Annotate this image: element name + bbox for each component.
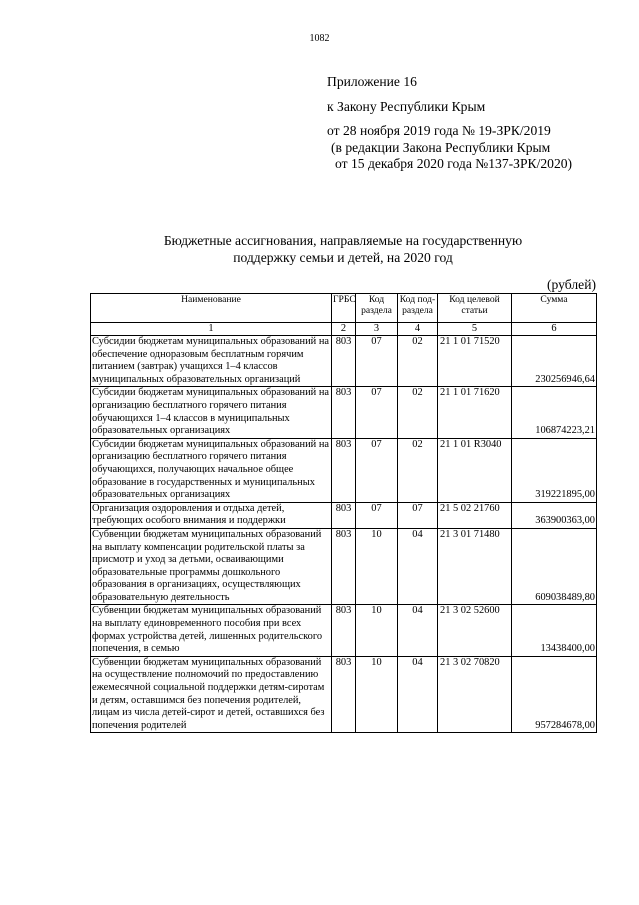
row-target-code: 21 1 01 71620: [438, 387, 512, 438]
column-number: 1: [91, 323, 332, 336]
row-name: Субсидии бюджетам муниципальных образований на организацию бесплатного горячего питания обучающихся 1–4 классов в муниципальных образовательных организациях: [91, 387, 332, 438]
row-section-code: 07: [356, 502, 398, 528]
currency-unit: (рублей): [547, 277, 596, 292]
row-sum: 363900363,00: [512, 502, 597, 528]
row-target-code: 21 1 01 R3040: [438, 438, 512, 502]
row-grbs: 803: [332, 438, 356, 502]
row-name: Субвенции бюджетам муниципальных образований на выплату компенсации родительской платы за присмотр и уход за детьми, осваивающими образовательные программы дошкольного образования в организациях, осуществляющих образовательную деятельность: [91, 528, 332, 605]
appendix-number: Приложение 16: [327, 74, 417, 89]
appendix-header: [327, 74, 572, 173]
row-sum: 609038489,80: [512, 528, 597, 605]
header-grbs: ГРБС: [332, 294, 356, 323]
column-number: 4: [398, 323, 438, 336]
page-number: 1082: [309, 33, 330, 44]
table-row: [91, 656, 597, 733]
table-row: [91, 438, 597, 502]
header-name: Наименование: [91, 294, 332, 323]
row-grbs: 803: [332, 502, 356, 528]
document-title: [90, 233, 596, 266]
row-target-code: 21 3 02 70820: [438, 656, 512, 733]
appendix-edition-date: от 15 декабря 2020 года №137-ЗРК/2020): [335, 156, 573, 171]
row-target-code: 21 3 02 52600: [438, 605, 512, 656]
column-number: 5: [438, 323, 512, 336]
row-name: Субвенции бюджетам муниципальных образований на осуществление полномочий по предоставлению ежемесячной социальной поддержки детям-сиротам и детям, оставшимся без попечения родителей, лицам из числа детей-сирот и детей, оставшихся без попечения родителей: [91, 656, 332, 733]
budget-table: [90, 293, 597, 733]
table-header-row: [91, 294, 597, 323]
row-name: Субсидии бюджетам муниципальных образований на организацию бесплатного горячего питания обучающихся, получающих начальное общее образование в государственных и муниципальных образовательных организациях: [91, 438, 332, 502]
appendix-edition-note: (в редакции Закона Республики Крым: [331, 139, 551, 155]
row-grbs: 803: [332, 605, 356, 656]
column-number: 3: [356, 323, 398, 336]
row-grbs: 803: [332, 387, 356, 438]
row-section-code: 07: [356, 336, 398, 387]
table-row: [91, 502, 597, 528]
row-sum: 957284678,00: [512, 656, 597, 733]
column-number: 2: [332, 323, 356, 336]
row-grbs: 803: [332, 528, 356, 605]
row-section-code: 10: [356, 528, 398, 605]
header-section-code: Код раздела: [356, 294, 398, 323]
row-name: Организация оздоровления и отдыха детей, требующих особого внимания и поддержки: [91, 502, 332, 528]
row-section-code: 10: [356, 605, 398, 656]
row-grbs: 803: [332, 336, 356, 387]
row-subsection-code: 07: [398, 502, 438, 528]
row-target-code: 21 5 02 21760: [438, 502, 512, 528]
row-sum: 319221895,00: [512, 438, 597, 502]
row-subsection-code: 04: [398, 656, 438, 733]
row-grbs: 803: [332, 656, 356, 733]
row-subsection-code: 04: [398, 605, 438, 656]
column-number: 6: [512, 323, 597, 336]
row-name: Субсидии бюджетам муниципальных образований на обеспечение одноразовым бесплатным горячим питанием (завтрак) учащихся 1–4 классов муниципальных образовательных организаций: [91, 336, 332, 387]
document-title-line-2: поддержку семьи и детей, на 2020 год: [233, 249, 453, 265]
document-title-line-1: Бюджетные ассигнования, направляемые на государственную: [163, 233, 523, 248]
row-name: Субвенции бюджетам муниципальных образований на выплату единовременного пособия при всех формах устройства детей, лишенных родительского попечения, в семью: [91, 605, 332, 656]
row-section-code: 07: [356, 387, 398, 438]
table-row: [91, 605, 597, 656]
row-subsection-code: 02: [398, 438, 438, 502]
row-section-code: 10: [356, 656, 398, 733]
row-subsection-code: 02: [398, 336, 438, 387]
header-sum: Сумма: [512, 294, 597, 323]
row-subsection-code: 02: [398, 387, 438, 438]
row-target-code: 21 1 01 71520: [438, 336, 512, 387]
header-subsection-code: Код под-раздела: [398, 294, 438, 323]
table-row: [91, 387, 597, 438]
row-target-code: 21 3 01 71480: [438, 528, 512, 605]
column-number-row: [91, 323, 597, 336]
row-sum: 13438400,00: [512, 605, 597, 656]
row-sum: 106874223,21: [512, 387, 597, 438]
appendix-law-date: от 28 ноября 2019 года № 19-ЗРК/2019: [327, 123, 551, 138]
row-sum: 230256946,64: [512, 336, 597, 387]
table-row: [91, 528, 597, 605]
appendix-law-reference: к Закону Республики Крым: [327, 98, 486, 114]
row-section-code: 07: [356, 438, 398, 502]
header-target-code: Код целевой статьи: [438, 294, 512, 323]
row-subsection-code: 04: [398, 528, 438, 605]
table-row: [91, 336, 597, 387]
